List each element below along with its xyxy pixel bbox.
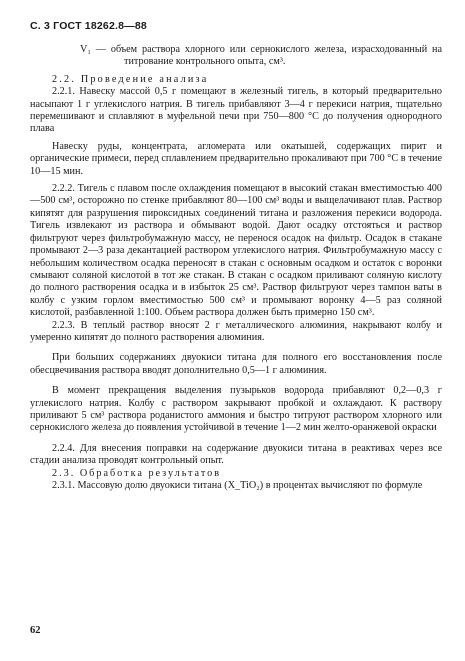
variable-definition: V₁ — объем раствора хлорного или сернокислого железа, израсходованный на титрование контрольного опыта, см³.	[80, 44, 442, 68]
paragraph-ore-pretreatment: Навеску руды, концентрата, агломерата или окатышей, содержащих пирит и органические примеси, перед сплавлением предварительно прокаливают при 700 °С в течение 10—15 мин.	[30, 140, 442, 177]
paragraph-2-2-1: 2.2.1. Навеску массой 0,5 г помещают в железный тигель, в который предварительно насыпают 1 г углекислого натрия. В тигель прибавляют 3—4 г перекиси натрия, тщательно перемешивают и сплавляют в муфельной печи при 750—800 °С до получения однородного плава	[30, 86, 442, 135]
paragraph-2-2-3: 2.2.3. В теплый раствор вносят 2 г металлического алюминия, накрывают колбу и умеренно кипятят до полного растворения алюминия.	[30, 319, 442, 343]
paragraph-high-content: При больших содержаниях двуокиси титана для полного его восстановления после обесцвечивания раствора вводят дополнительно 0,5—1 г алюминия.	[30, 352, 442, 376]
page-body	[30, 38, 442, 492]
paragraph-2-2-2: 2.2.2. Тигель с плавом после охлаждения помещают в высокий стакан вместимостью 400—500 см³, осторожно по стенке прибавляют 80—100 см³ воды и выщелачивают плав. Раствор кипятят для разрушения пироксидных соединений титана и разложения перекиси водорода. Тигель извлекают из раствора и обмывают водой. Дают осадку отстояться и раствор фильтруют через фильтробумажную массу, не перенося осадок на фильтр. Осадок в стакане промывают 2—3 раза декантацией раствором углекислого натрия. Фильтробумажную массу с небольшим количеством осадка переносят в стакан с основным осадком и остаток с воронки смывают соляной кислотой в тот же стакан. В стакан с осадком приливают соляную кислоту до полного растворения осадка и в избыток 25 см³. Раствор фильтруют через тампон ваты в колбу с узким горлом вместимостью 500 см³ и промывают воронку 4—5 раз соляной кислотой, разбавленной 1:100. Объем раствора должен быть примерно 150 см³.	[30, 183, 442, 319]
paragraph-2-2-4: 2.2.4. Для внесения поправки на содержание двуокиси титана в реактивах через все стадии анализа проводят контрольный опыт.	[30, 442, 442, 467]
page-header: С. 3 ГОСТ 18262.8—88	[30, 20, 147, 32]
page-number: 62	[30, 625, 41, 636]
paragraph-2-3-1: 2.3.1. Массовую долю двуокиси титана (X_TiO₂) в процентах вычисляют по формуле	[52, 480, 423, 491]
section-heading-2-2: 2.2. Проведение анализа	[52, 73, 209, 85]
section-heading-2-3: 2.3. Обработка результатов	[52, 467, 222, 479]
paragraph-hydrogen-stop: В момент прекращения выделения пузырьков водорода прибавляют 0,2—0,3 г углекислого натрия. Колбу с раствором закрывают пробкой и охлаждают. К раствору приливают 5 см³ раствора роданистого аммония и быстро титруют раствором хлорного или сернокислого железа до появления устойчивой в течение 1—2 мин желто-оранжевой окраски	[30, 385, 442, 434]
